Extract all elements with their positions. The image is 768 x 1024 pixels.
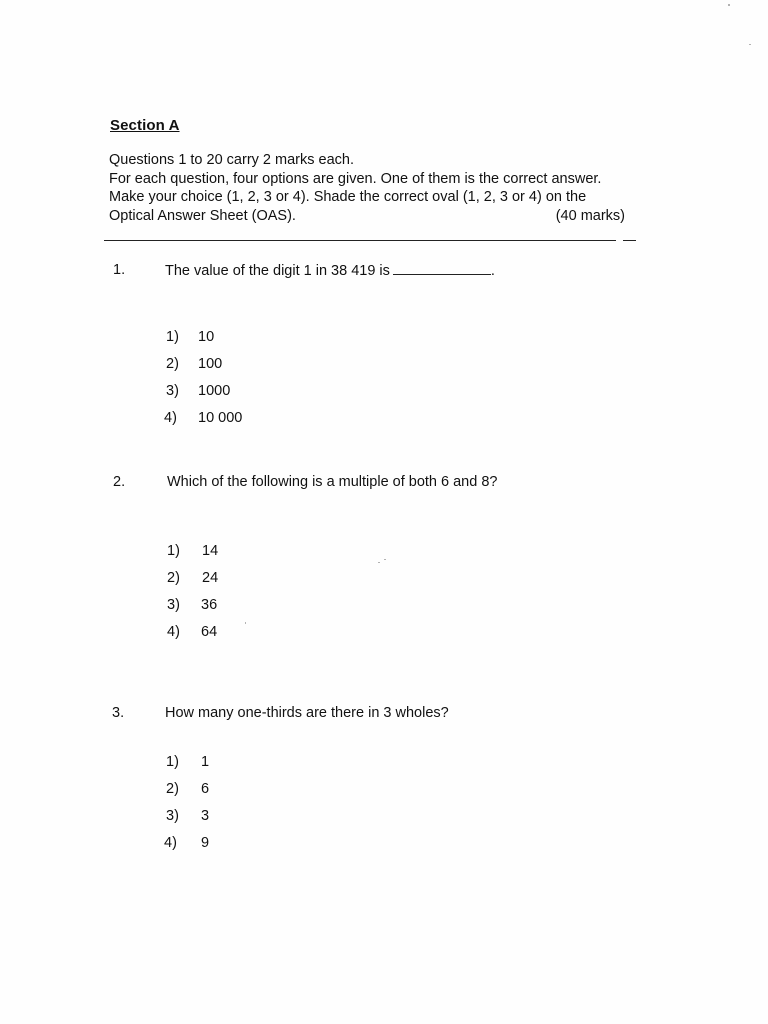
option-label: 4) xyxy=(167,624,180,640)
scan-speck xyxy=(378,562,380,563)
question-text: How many one-thirds are there in 3 wholes? xyxy=(165,705,449,721)
instructions-line-3: Make your choice (1, 2, 3 or 4). Shade the correct oval (1, 2, 3 or 4) on the xyxy=(109,189,587,205)
section-divider xyxy=(104,240,616,241)
scan-speck xyxy=(749,44,751,45)
option-value: 36 xyxy=(201,597,218,613)
option-value: 9 xyxy=(201,835,210,851)
question-prompt: The value of the digit 1 in 38 419 is xyxy=(165,263,390,279)
option-value: 24 xyxy=(202,570,219,586)
option-value: 14 xyxy=(202,543,219,559)
option-label: 2) xyxy=(166,781,179,797)
option-label: 3) xyxy=(166,383,179,399)
question-number: 3. xyxy=(112,705,125,721)
option-value: 3 xyxy=(201,808,210,824)
option-value: 10 xyxy=(198,329,215,345)
option-label: 1) xyxy=(166,329,179,345)
scan-speck xyxy=(384,559,386,560)
option-label: 4) xyxy=(164,410,177,426)
question-number: 2. xyxy=(113,474,126,490)
scan-speck xyxy=(728,4,730,6)
instructions-line-1 xyxy=(109,151,354,169)
section-divider-tail xyxy=(623,240,636,241)
option-value: 100 xyxy=(198,356,223,372)
question-number: 1. xyxy=(113,262,126,278)
option-label: 1) xyxy=(167,543,180,559)
question-text: Which of the following is a multiple of both 6 and 8? xyxy=(167,474,498,490)
instructions-line-4 xyxy=(109,207,625,225)
instructions-oas-text: Optical Answer Sheet (OAS). xyxy=(109,208,296,224)
instructions-line-2: For each question, four options are given. One of them is the correct answer. xyxy=(109,171,602,187)
scan-speck xyxy=(245,622,246,624)
option-value: 1 xyxy=(201,754,210,770)
answer-blank xyxy=(393,262,491,275)
option-label: 4) xyxy=(164,835,177,851)
section-title: Section A xyxy=(110,117,180,134)
option-value: 64 xyxy=(201,624,218,640)
blank-suffix: . xyxy=(490,263,495,279)
option-label: 2) xyxy=(166,356,179,372)
option-label: 2) xyxy=(167,570,180,586)
option-value: 10 000 xyxy=(198,410,243,426)
total-marks: (40 marks) xyxy=(555,208,625,224)
option-value: 6 xyxy=(201,781,210,797)
option-label: 3) xyxy=(166,808,179,824)
option-value: 1000 xyxy=(198,383,231,399)
option-label: 3) xyxy=(167,597,180,613)
option-label: 1) xyxy=(166,754,179,770)
question-text xyxy=(165,262,495,279)
instructions-text: Questions 1 to 20 carry 2 marks each. xyxy=(109,152,354,168)
